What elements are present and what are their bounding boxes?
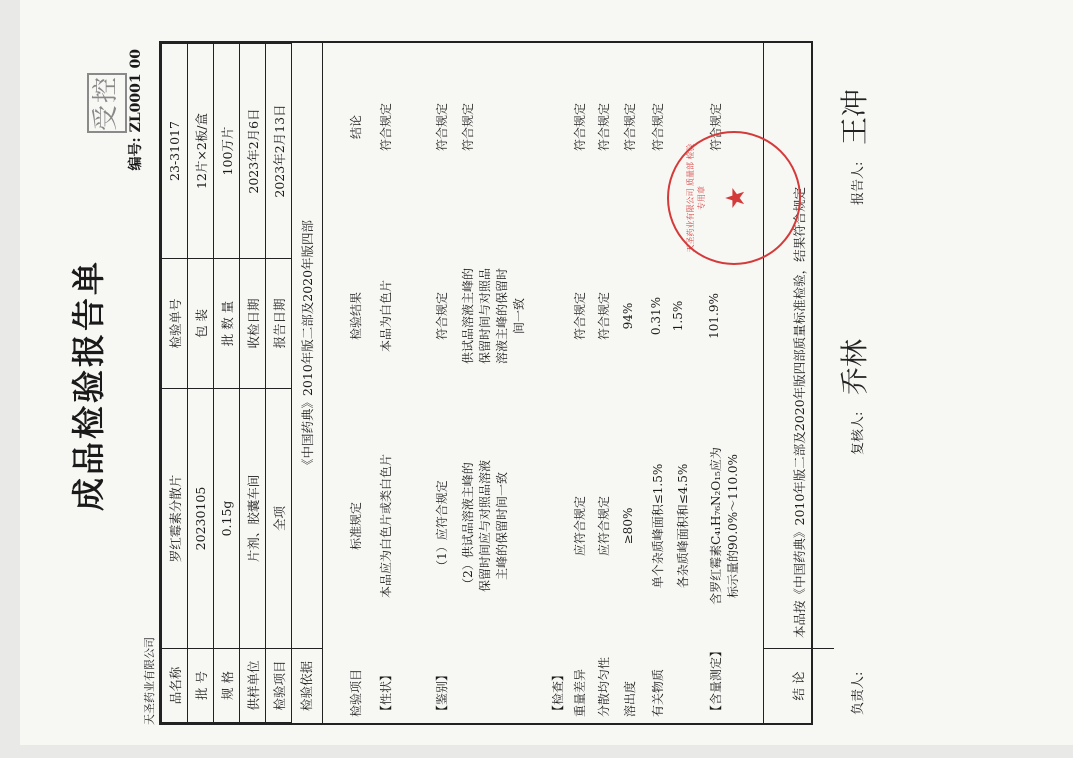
col-item: 检验项目 xyxy=(349,668,363,717)
item-standard: 含罗红霉素C₄₁H₇₆N₂O₁₅应为 标示量的90.0%～110.0% xyxy=(709,447,740,605)
item-verdict: 符合规定 xyxy=(651,103,665,152)
basis-row xyxy=(292,43,323,723)
header-label: 包 装 xyxy=(188,259,214,389)
table-row xyxy=(266,44,292,723)
item-verdict: 符合规定 xyxy=(623,103,637,152)
header-value: 0.15g xyxy=(214,389,240,649)
header-label: 收检日期 xyxy=(240,259,266,389)
header-value: 23-31017 xyxy=(162,44,188,259)
table-row xyxy=(240,44,266,723)
list-item xyxy=(433,43,450,723)
item-name: 有关物质 xyxy=(651,668,665,717)
header-table xyxy=(161,43,292,723)
list-item xyxy=(549,43,566,723)
item-verdict: 符合规定 xyxy=(379,103,393,152)
item-result: 101.9% xyxy=(707,293,721,339)
item-standard: （2）供试品溶液主峰的 保留时间应与对照品溶液 主峰的保留时间一致 xyxy=(461,460,509,593)
item-verdict: 符合规定 xyxy=(573,103,587,152)
item-result: 符合规定 xyxy=(573,292,587,341)
column-headers xyxy=(347,43,364,723)
scanned-page xyxy=(20,0,1073,745)
item-name: 【检查】 xyxy=(551,668,565,717)
header-label: 检验项目 xyxy=(266,649,292,723)
item-standard: （1）应符合规定 xyxy=(435,480,449,572)
list-item xyxy=(377,43,394,723)
header-label: 批 号 xyxy=(188,649,214,723)
list-item xyxy=(595,43,612,723)
header-value: 2023年2月13日 xyxy=(266,44,292,259)
company-name: 天圣药业有限公司 xyxy=(143,637,156,725)
report-sheet xyxy=(47,35,1067,735)
header-label: 批 数 量 xyxy=(214,259,240,389)
list-item xyxy=(621,43,638,723)
item-result: 符合规定 xyxy=(597,292,611,341)
item-name: 【含量测定】 xyxy=(709,644,723,717)
item-standard: ≥80% xyxy=(621,507,635,545)
item-standard: 应符合规定 xyxy=(573,496,587,557)
col-standard: 标准规定 xyxy=(349,502,363,551)
item-result: 本品为白色片 xyxy=(379,280,393,353)
header-value: 2023年2月6日 xyxy=(240,44,266,259)
item-standard: 单个杂质峰面积≤1.5% 各杂质峰面积和≤4.5% xyxy=(651,463,690,589)
control-stamp: 受控 xyxy=(87,73,127,133)
red-seal: ★ 天圣药业有限公司 质量部 检验专用章 xyxy=(667,131,801,265)
conclusion-label: 结 论 xyxy=(764,648,834,723)
item-standard: 本品应为白色片或类白色片 xyxy=(379,454,393,599)
header-value: 100万片 xyxy=(214,44,240,259)
responsible-label: 负责人: xyxy=(851,671,866,715)
header-value: 12片×2板/盒 xyxy=(188,44,214,259)
list-item xyxy=(459,43,527,723)
item-name: 【鉴别】 xyxy=(435,668,449,717)
item-standard: 应符合规定 xyxy=(597,496,611,557)
item-name: 【性状】 xyxy=(379,668,393,717)
header-value: 片剂、胶囊车间 xyxy=(240,389,266,649)
reviewer-label: 复核人: xyxy=(851,411,866,455)
header-label: 供样单位 xyxy=(240,649,266,723)
item-name: 溶出度 xyxy=(623,680,637,717)
table-row xyxy=(214,44,240,723)
item-verdict: 符合规定 xyxy=(597,103,611,152)
reporter-signature: 王冲 xyxy=(838,88,871,145)
basis-value: 《中国药典》2010年版二部及2020年版四部 xyxy=(300,219,315,472)
header-label: 规 格 xyxy=(214,649,240,723)
conclusion-text: 本品按《中国药典》2010年版二部及2020年版四部质量标准检验，结果符合规定 xyxy=(792,186,807,638)
reporter-label: 报告人: xyxy=(851,161,866,205)
item-result: 符合规定 xyxy=(435,292,449,341)
reviewer-signature: 乔林 xyxy=(838,338,871,395)
item-verdict: 符合规定 xyxy=(435,103,449,152)
item-result: 供试品溶液主峰的 保留时间与对照品 溶液主峰的保留时 间一致 xyxy=(461,268,526,365)
header-label: 报告日期 xyxy=(266,259,292,389)
item-verdict: 符合规定 xyxy=(709,103,723,152)
col-result: 检验结果 xyxy=(349,292,363,341)
table-row xyxy=(162,44,188,723)
header-value: 罗红霉素分散片 xyxy=(162,389,188,649)
header-value: 全项 xyxy=(266,389,292,649)
basis-label: 检验依据 xyxy=(292,648,322,723)
table-row xyxy=(188,44,214,723)
header-label: 品名称 xyxy=(162,649,188,723)
header-label: 检验单号 xyxy=(162,259,188,389)
item-name: 分散均匀性 xyxy=(597,656,611,717)
col-verdict: 结论 xyxy=(349,115,363,140)
item-verdict: 符合规定 xyxy=(461,103,475,152)
list-item xyxy=(571,43,588,723)
item-name: 重量差异 xyxy=(573,668,587,717)
document-title: 成品检验报告单 xyxy=(69,259,108,511)
item-result: 94% xyxy=(621,302,635,330)
item-result: 0.31% 1.5% xyxy=(649,296,685,336)
document-number: 编号: ZL0001 00 xyxy=(128,49,144,171)
header-value: 20230105 xyxy=(188,389,214,649)
